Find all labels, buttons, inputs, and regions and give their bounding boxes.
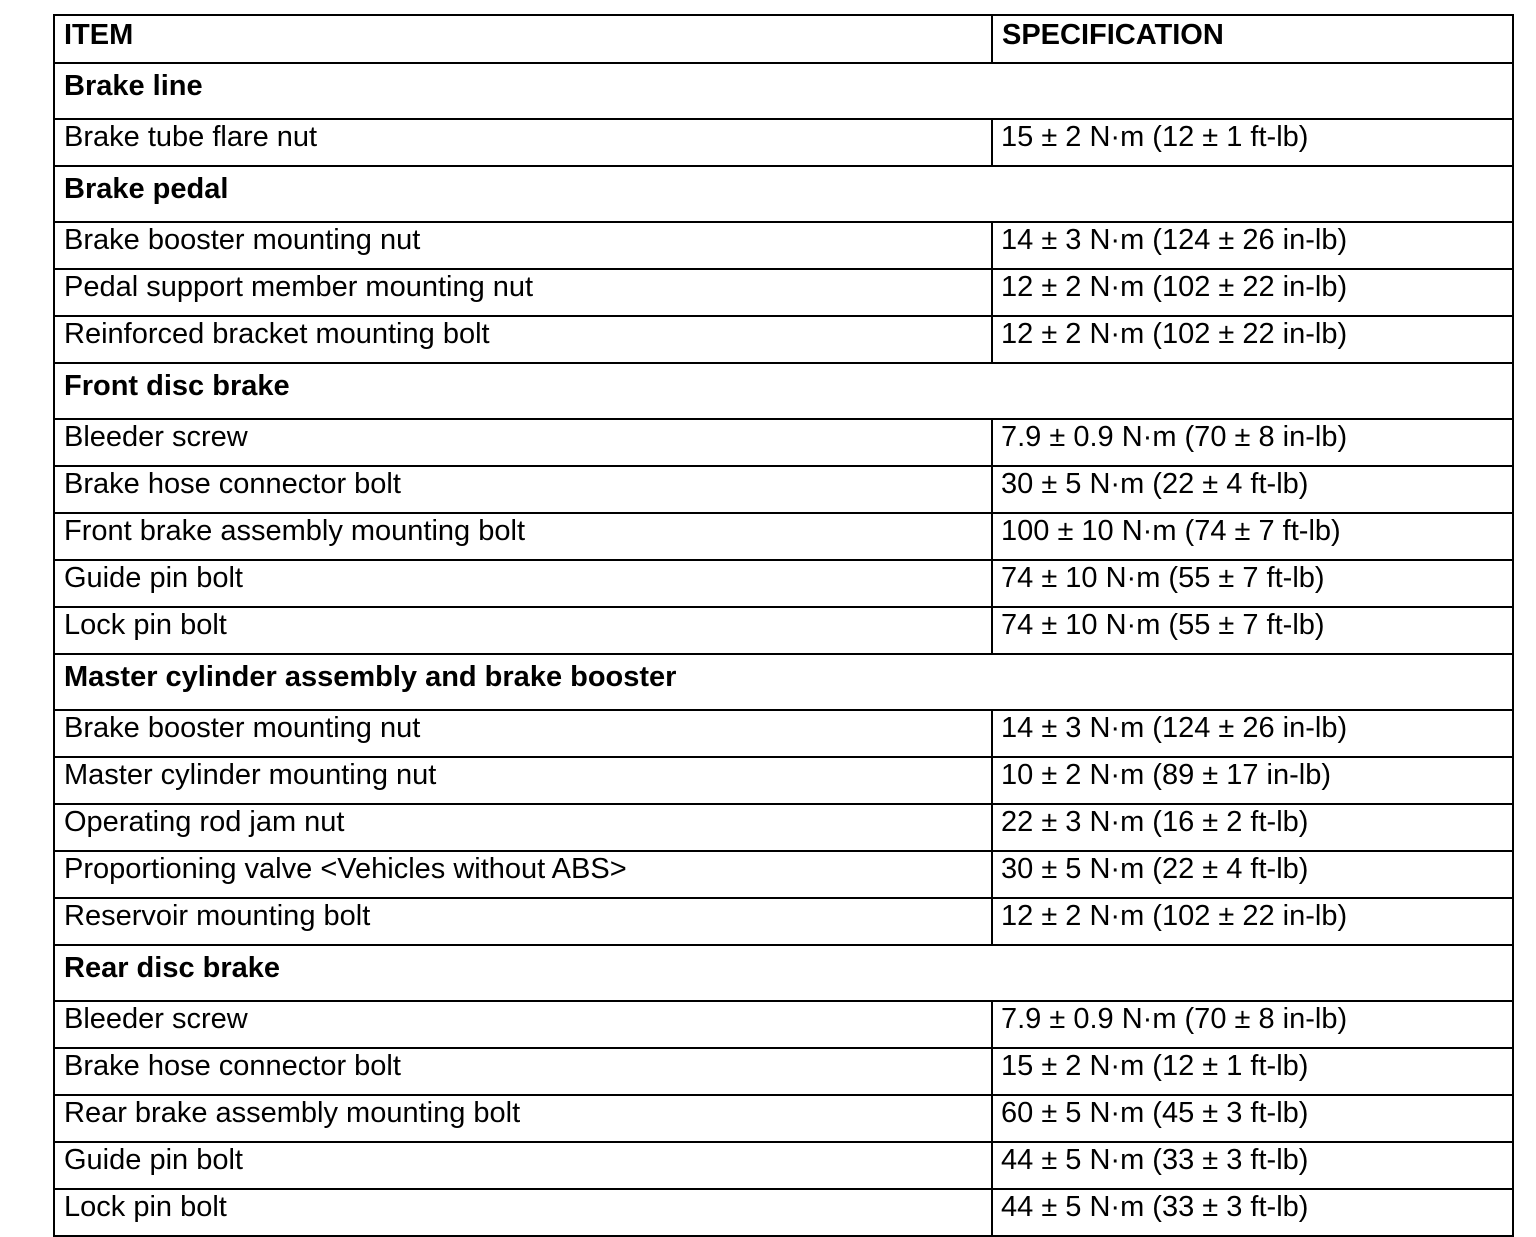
item-cell: Reservoir mounting bolt [54,898,992,945]
specification-cell: 7.9 ± 0.9 N·m (70 ± 8 in-lb) [992,419,1513,466]
table-row [54,1001,1513,1048]
item-cell: Brake booster mounting nut [54,222,992,269]
specification-cell: 30 ± 5 N·m (22 ± 4 ft-lb) [992,851,1513,898]
section-title: Rear disc brake [54,945,1513,1001]
section-header-row [54,63,1513,119]
section-title: Front disc brake [54,363,1513,419]
table-row [54,1142,1513,1189]
table-row [54,1189,1513,1236]
item-cell: Brake hose connector bolt [54,1048,992,1095]
item-cell: Guide pin bolt [54,1142,992,1189]
table-row [54,710,1513,757]
section-title: Brake pedal [54,166,1513,222]
table-row [54,1048,1513,1095]
specification-cell: 44 ± 5 N·m (33 ± 3 ft-lb) [992,1189,1513,1236]
table-row [54,119,1513,166]
table-row [54,316,1513,363]
header-row [54,15,1513,63]
table-body [54,63,1513,1236]
table-row [54,607,1513,654]
item-cell: Brake tube flare nut [54,119,992,166]
section-title: Brake line [54,63,1513,119]
table-row [54,222,1513,269]
specification-cell: 14 ± 3 N·m (124 ± 26 in-lb) [992,222,1513,269]
specification-cell: 15 ± 2 N·m (12 ± 1 ft-lb) [992,119,1513,166]
item-cell: Lock pin bolt [54,1189,992,1236]
specification-cell: 60 ± 5 N·m (45 ± 3 ft-lb) [992,1095,1513,1142]
table-row [54,1095,1513,1142]
item-cell: Brake booster mounting nut [54,710,992,757]
item-cell: Proportioning valve <Vehicles without ABS> [54,851,992,898]
specification-cell: 74 ± 10 N·m (55 ± 7 ft-lb) [992,607,1513,654]
section-header-row [54,945,1513,1001]
section-header-row [54,363,1513,419]
table-row [54,560,1513,607]
item-cell: Rear brake assembly mounting bolt [54,1095,992,1142]
item-cell: Lock pin bolt [54,607,992,654]
specification-cell: 12 ± 2 N·m (102 ± 22 in-lb) [992,269,1513,316]
item-column-header: ITEM [54,15,992,63]
table-row [54,466,1513,513]
item-cell: Bleeder screw [54,419,992,466]
table-row [54,419,1513,466]
specification-cell: 44 ± 5 N·m (33 ± 3 ft-lb) [992,1142,1513,1189]
section-title: Master cylinder assembly and brake booster [54,654,1513,710]
table-row [54,757,1513,804]
item-cell: Operating rod jam nut [54,804,992,851]
item-cell: Bleeder screw [54,1001,992,1048]
specification-column-header: SPECIFICATION [992,15,1513,63]
specification-cell: 15 ± 2 N·m (12 ± 1 ft-lb) [992,1048,1513,1095]
table-row [54,851,1513,898]
specification-cell: 7.9 ± 0.9 N·m (70 ± 8 in-lb) [992,1001,1513,1048]
item-cell: Reinforced bracket mounting bolt [54,316,992,363]
specification-cell: 100 ± 10 N·m (74 ± 7 ft-lb) [992,513,1513,560]
item-cell: Front brake assembly mounting bolt [54,513,992,560]
table-row [54,269,1513,316]
specification-cell: 74 ± 10 N·m (55 ± 7 ft-lb) [992,560,1513,607]
item-cell: Master cylinder mounting nut [54,757,992,804]
section-header-row [54,654,1513,710]
specification-cell: 30 ± 5 N·m (22 ± 4 ft-lb) [992,466,1513,513]
specification-cell: 14 ± 3 N·m (124 ± 26 in-lb) [992,710,1513,757]
item-cell: Pedal support member mounting nut [54,269,992,316]
table-row [54,513,1513,560]
specification-cell: 12 ± 2 N·m (102 ± 22 in-lb) [992,898,1513,945]
torque-spec-table [53,14,1514,1237]
item-cell: Guide pin bolt [54,560,992,607]
item-cell: Brake hose connector bolt [54,466,992,513]
section-header-row [54,166,1513,222]
table-row [54,898,1513,945]
specification-cell: 10 ± 2 N·m (89 ± 17 in-lb) [992,757,1513,804]
table-row [54,804,1513,851]
specification-cell: 12 ± 2 N·m (102 ± 22 in-lb) [992,316,1513,363]
specification-cell: 22 ± 3 N·m (16 ± 2 ft-lb) [992,804,1513,851]
